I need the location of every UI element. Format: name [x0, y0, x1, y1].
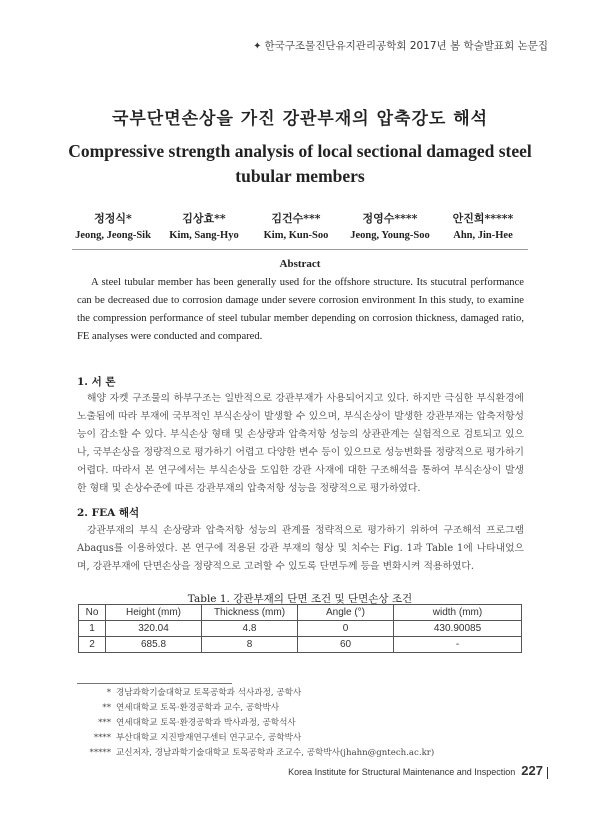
author-name-ko: 정영수**** [362, 212, 418, 225]
table-cell: 430.90085 [394, 621, 522, 637]
column-header: No [79, 605, 106, 621]
table-cell: 2 [79, 637, 106, 653]
footnote-text: 부산대학교 지진방재연구센터 연구교수, 공학박사 [116, 733, 302, 743]
footnote [77, 731, 537, 747]
section-body-fea: 강관부재의 부식 손상량과 압축저항 성능의 관계를 정략적으로 평가하기 위하여 구조해석 프로그램 Abaqus를 이용하였다. 본 연구에 적용된 강관 부재의 형상 및 치수는 Fig. 1과 Table 1에 나타내었으며, 강관부재에 단면손상을 정량적으로 고려할 수 있도록 단면두께 등을 변화시켜 적용하였다. [77, 525, 524, 572]
author-name-ko: 김건수*** [271, 212, 321, 225]
author-name-ko: 정정식* [94, 212, 132, 225]
table-cell: - [394, 637, 522, 653]
footnote [77, 716, 537, 732]
table-header-row [79, 605, 522, 621]
header-text: 한국구조물진단유지관리공학회 2017년 봄 학술발표회 논문집 [264, 40, 548, 52]
section-body-intro: 해양 자켓 구조물의 하부구조는 일반적으로 강관부재가 사용되어지고 있다. 하지만 극심한 부식환경에 노출됨에 따라 부재에 국부적인 부식손상이 발생할 수 있으며, 부식손상이 발생한 강관부재는 압축저항성능이 감소할 수 있다. 부식손상 형태 및 손상량과 압축저항 성능의 상관관계는 실험적으로 검토되고 있으나, 국부손상을 정량적으로 평가하기 어렵고 다양한 변수 등이 있으므로 성능변화를 정량적으로 평가하기 어렵다. 따라서 본 연구에서는 부식손상을 도입한 강관 사재에 대한 구조해석을 통하여 부식손상이 발생한 형태 및 손상수준에 따른 강관부재의 압축저항 성능을 정량적으로 평가하였다. [77, 393, 524, 494]
table-cell: 60 [298, 637, 394, 653]
section-heading-intro: 1. 서 론 [77, 376, 116, 388]
data-table [78, 604, 522, 653]
footer-org: Korea Institute for Structural Maintenance and Inspection [288, 767, 516, 777]
section-heading-fea: 2. FEA 해석 [77, 507, 140, 519]
author-name-en: Jeong, Young-Soo [350, 230, 430, 241]
footnote-mark: ***** [89, 748, 111, 758]
footnote-divider [77, 683, 232, 684]
header-mark-icon: ✦ [253, 41, 262, 52]
table-row [79, 637, 522, 653]
column-header: Thickness (mm) [202, 605, 298, 621]
running-header [253, 38, 548, 53]
table-cell: 0 [298, 621, 394, 637]
page-footer [288, 763, 548, 779]
author-name-ko: 김상효** [182, 212, 226, 225]
footnote-text: 연세대학교 토목·환경공학과 박사과정, 공학석사 [116, 718, 296, 728]
table-row [79, 621, 522, 637]
table-caption: Table 1. 강관부재의 단면 조건 및 단면손상 조건 [187, 593, 413, 605]
footnote-text: 연세대학교 토목·환경공학과 교수, 공학박사 [116, 703, 280, 713]
author-name-en: Ahn, Jin-Hee [453, 230, 513, 241]
footnote-mark: *** [98, 718, 111, 728]
footnote-mark: ** [102, 703, 111, 713]
table-cell: 1 [79, 621, 106, 637]
footnote-text: 교신저자, 경남과학기술대학교 토목공학과 조교수, 공학박사(jhahn@gntech.ac.kr) [116, 748, 435, 758]
author-name-en: Kim, Kun-Soo [263, 230, 329, 241]
author-5 [428, 210, 538, 241]
column-header: Height (mm) [106, 605, 202, 621]
column-header: width (mm) [394, 605, 522, 621]
footer-bar [547, 767, 548, 779]
footnote-mark: **** [93, 733, 111, 743]
footnote [77, 701, 537, 717]
author-name-en: Kim, Sang-Hyo [169, 230, 239, 241]
table-cell: 8 [202, 637, 298, 653]
table-cell: 685.8 [106, 637, 202, 653]
footnote-mark: * [106, 688, 111, 698]
column-header: Angle (°) [298, 605, 394, 621]
abstract-title: Abstract [279, 258, 321, 270]
title-korean: 국부단면손상을 가진 강관부재의 압축강도 해석 [111, 109, 489, 129]
author-name-ko: 안진희***** [452, 212, 514, 225]
title-english: Compressive strength analysis of local sectional damaged steel tubular members [68, 141, 532, 186]
footnote [77, 746, 537, 762]
abstract-divider [72, 249, 528, 250]
footnote-text: 경남과학기술대학교 토목공학과 석사과정, 공학사 [116, 688, 302, 698]
author-name-en: Jeong, Jeong-Sik [75, 230, 151, 241]
page-number: 227 [521, 763, 543, 778]
table-cell: 320.04 [106, 621, 202, 637]
footnote [77, 686, 537, 702]
table-cell: 4.8 [202, 621, 298, 637]
abstract-body: A steel tubular member has been generally used for the offshore structure. Its stucutral performance can be decreased due to corrosion damage under severe corrosion environment In this study, to examine the compression performance of steel tubular member depending on corrosion thickness, damaged ratio, FE analyses were conducted and compared. [77, 277, 524, 342]
